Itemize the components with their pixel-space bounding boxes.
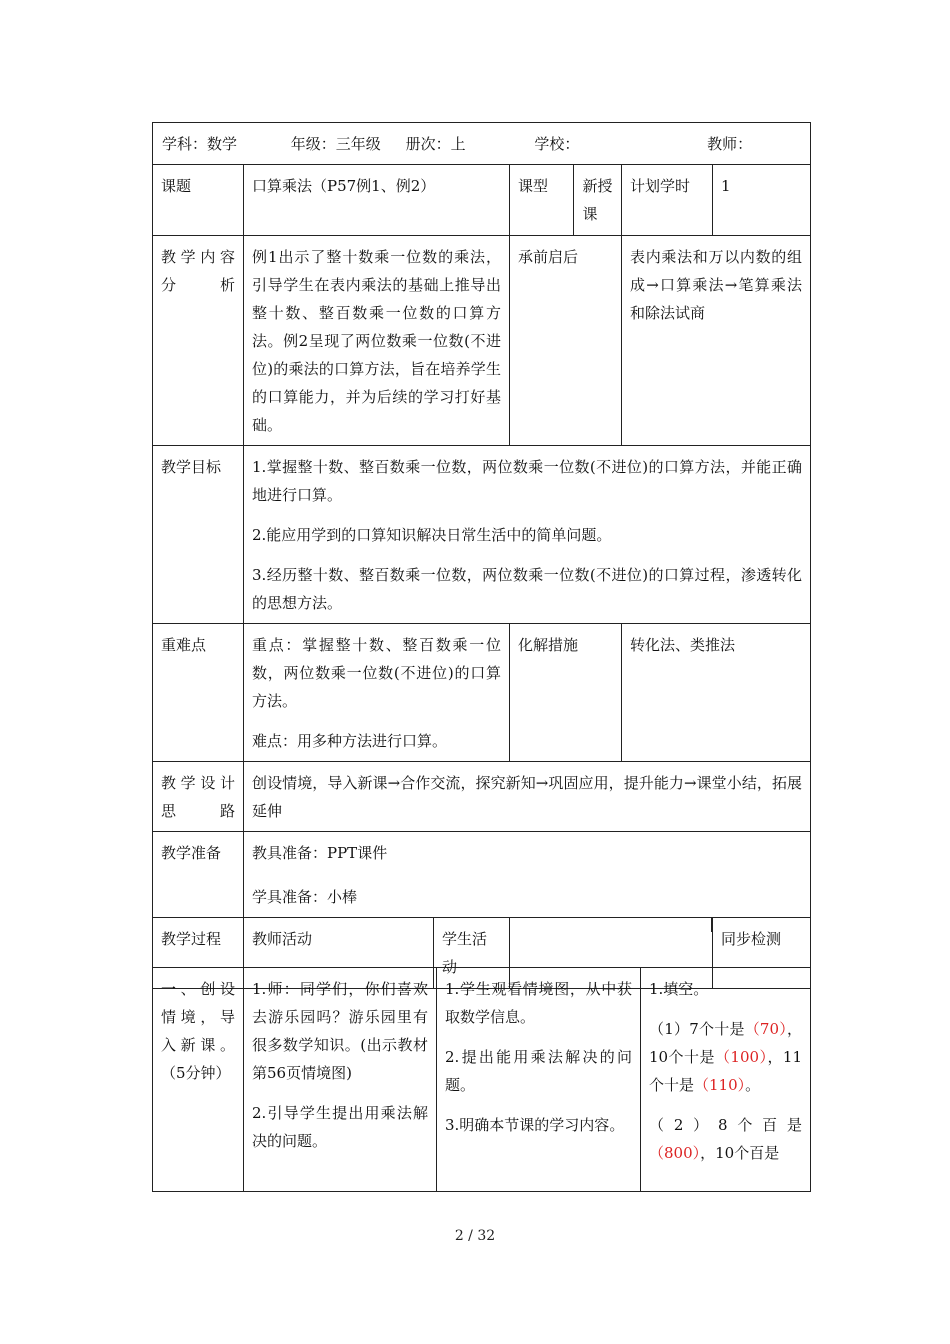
step1-teacher-item: 1.师：同学们，你们喜欢去游乐园吗？游乐园里有很多数学知识。(出示教材第56页情境图) [252,980,428,1082]
goal-item: 2.能应用学到的口算知识解决日常生活中的简单问题。 [252,526,612,544]
col-student-spacer [510,918,712,932]
check-text: （1）7个十是 [649,1020,745,1038]
difficult-point: 难点：用多种方法进行口算。 [252,732,448,750]
analysis-label: 教学内容分析 [153,236,244,446]
subject-field: 学科：数学 [162,135,238,153]
type-value: 新授课 [582,177,613,223]
topic-label: 课题 [153,165,244,236]
school-field: 学校： [534,135,580,153]
col-teacher-header: 教师活动 [244,918,434,988]
process-table [152,967,811,1192]
topic-row [153,165,811,236]
step1-student-item: 3.明确本节课的学习内容。 [445,1116,625,1134]
key-point: 重点：掌握整十数、整百数乘一位数，两位数乘一位数(不进位)的口算方法。 [252,636,501,710]
check-question-2 [649,1111,802,1167]
step1-student-item: 2.提出能用乘法解决的问题。 [445,1048,632,1094]
header-row [153,123,811,165]
lesson-plan-table [152,122,811,989]
step1-teacher-item: 2.引导学生提出用乘法解决的问题。 [252,1104,428,1150]
check-text: ，10个百是 [700,1144,780,1162]
goal-item: 3.经历整十数、整百数乘一位数，两位数乘一位数(不进位)的口算过程，渗透转化的思想方法。 [252,566,803,612]
check-answer: （110） [694,1076,746,1094]
teacher-prep: 教具准备：PPT课件 [252,844,388,862]
type-label: 课型 [510,165,574,235]
check-text: （2）8个百是 [649,1116,802,1134]
design-label: 教学设计思路 [153,762,244,832]
measure-label: 化解措施 [510,624,622,762]
step1-label: 一、创设情境，导入新课。（5分钟） [153,968,244,1192]
hours-value: 1 [713,165,811,236]
goals-row [153,446,811,624]
prep-label: 教学准备 [153,832,244,918]
check-answer: （70） [744,1020,787,1038]
prep-row [153,832,811,918]
key-points-row [153,624,811,762]
col-check-header: 同步检测 [713,918,811,989]
check-title: 1.填空。 [649,980,709,998]
hours-label: 计划学时 [622,165,713,236]
check-question-1 [649,1015,802,1099]
goals-label: 教学目标 [153,446,244,624]
link-label: 承前启后 [510,236,622,446]
measure-value: 转化法、类推法 [622,624,811,762]
design-row [153,762,811,832]
student-prep: 学具准备：小棒 [252,888,358,906]
analysis-row [153,236,811,446]
step1-row [153,968,811,1192]
check-text: 。 [745,1076,761,1094]
topic-value: 口算乘法（P57例1、例2） [244,165,510,236]
design-text: 创设情境，导入新课→合作交流，探究新知→巩固应用，提升能力→课堂小结，拓展延伸 [244,762,811,832]
analysis-text: 例1出示了整十数乘一位数的乘法，引导学生在表内乘法的基础上推导出整十数、整百数乘一位数的口算方法。例2呈现了两位数乘一位数(不进位)的乘法的口算方法，旨在培养学生的口算能力，并为后续的学习打好基础。 [244,236,510,446]
check-text: ，10个十是 [649,1020,802,1066]
check-answer: （100） [714,1048,768,1066]
col-student-header: 学生活动 [442,930,488,976]
goal-item: 1.掌握整十数、整百数乘一位数，两位数乘一位数(不进位)的口算方法，并能正确地进行口算。 [252,458,803,504]
page-number: 2 / 32 [454,1228,496,1244]
grade-field: 年级：三年级 [290,135,381,153]
process-label: 教学过程 [153,918,244,989]
check-text: ，11个十是 [649,1048,802,1094]
key-points-label: 重难点 [153,624,244,762]
step1-student-item: 1.学生观看情境图，从中获取数学信息。 [445,980,632,1026]
teacher-field: 教师： [707,135,753,153]
link-text: 表内乘法和万以内数的组成→口算乘法→笔算乘法和除法试商 [622,236,811,446]
check-answer: （800） [649,1144,701,1162]
volume-field: 册次：上 [405,135,466,153]
